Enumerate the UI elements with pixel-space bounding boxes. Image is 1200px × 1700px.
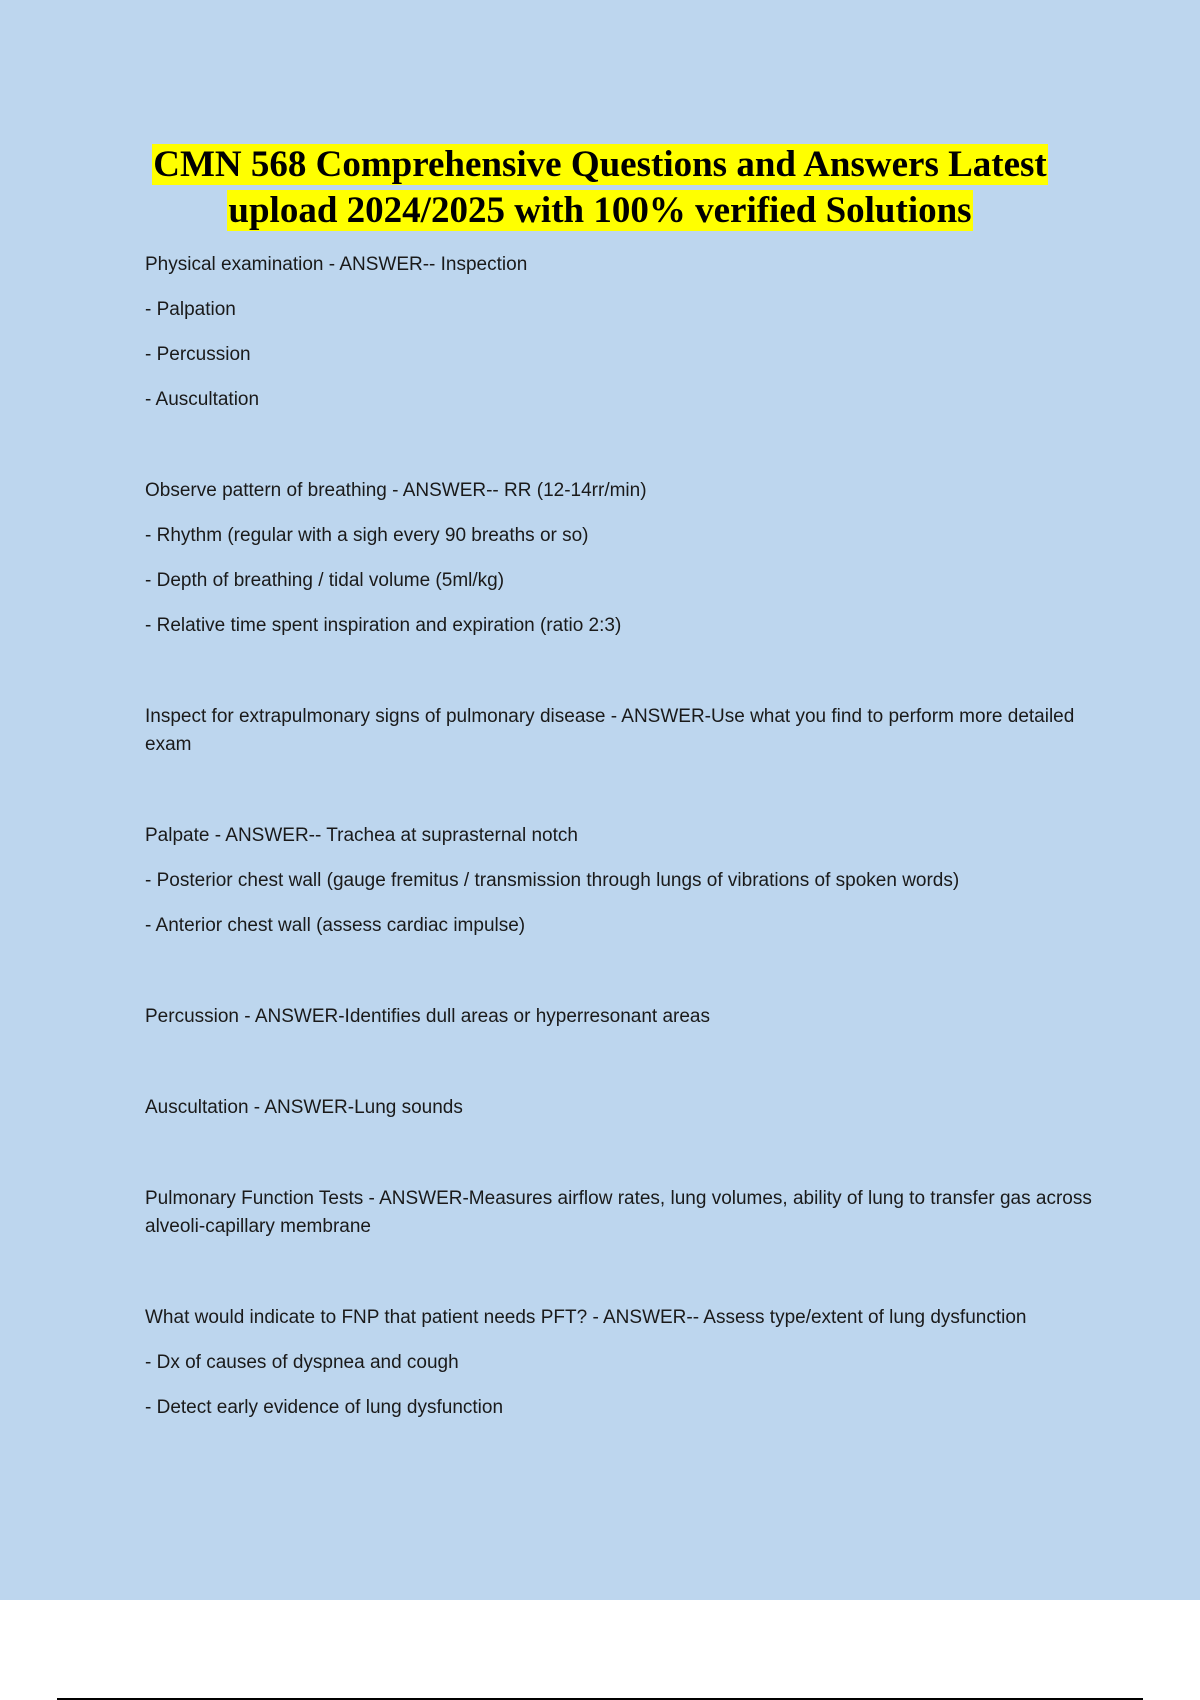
qa-question-line: Pulmonary Function Tests - ANSWER-Measures airflow rates, lung volumes, ability of lung to transfer gas across alveoli-capillary membrane — [145, 1188, 1092, 1237]
qa-question-line: What would indicate to FNP that patient needs PFT? - ANSWER-- Assess type/extent of lung dysfunction — [145, 1307, 1027, 1328]
title-highlight-1: CMN 568 Comprehensive Questions and Answers Latest — [153, 144, 1047, 185]
spacer — [145, 776, 1100, 822]
qa-answer-line: - Anterior chest wall (assess cardiac impulse) — [145, 915, 526, 936]
title-line-2 — [0, 188, 1200, 234]
qa-question-line: Palpate - ANSWER-- Trachea at suprasternal notch — [145, 825, 578, 846]
spacer — [145, 1258, 1100, 1304]
title-line-1 — [0, 142, 1200, 188]
qa-item — [145, 251, 1100, 414]
qa-answer-line: - Detect early evidence of lung dysfunction — [145, 1397, 504, 1418]
qa-question-line: Observe pattern of breathing - ANSWER-- RR (12-14rr/min) — [145, 480, 647, 501]
spacer — [145, 1139, 1100, 1185]
qa-question-line: Auscultation - ANSWER-Lung sounds — [145, 1097, 463, 1118]
qa-item — [145, 1094, 1100, 1122]
qa-answer-line: - Auscultation — [145, 389, 260, 410]
qa-item — [145, 1185, 1100, 1241]
qa-item — [145, 1003, 1100, 1031]
spacer — [145, 657, 1100, 703]
qa-item — [145, 822, 1100, 940]
qa-answer-line: - Posterior chest wall (gauge fremitus / transmission through lungs of vibrations of spoken words) — [145, 870, 960, 891]
qa-item — [145, 1304, 1100, 1422]
spacer — [145, 1048, 1100, 1094]
qa-question-line: Physical examination - ANSWER-- Inspection — [145, 254, 528, 275]
qa-answer-line: - Dx of causes of dyspnea and cough — [145, 1352, 459, 1373]
qa-item — [145, 703, 1100, 759]
qa-answer-line: - Palpation — [145, 299, 236, 320]
qa-answer-line: - Depth of breathing / tidal volume (5ml/kg) — [145, 570, 505, 591]
title-highlight-2: upload 2024/2025 with 100% verified Solutions — [228, 190, 972, 231]
document-title — [0, 142, 1200, 234]
spacer — [145, 957, 1100, 1003]
qa-item — [145, 477, 1100, 640]
qa-question-line: Inspect for extrapulmonary signs of pulmonary disease - ANSWER-Use what you find to perform more detailed exam — [145, 706, 1075, 755]
spacer — [145, 431, 1100, 477]
qa-answer-line: - Percussion — [145, 344, 251, 365]
qa-answer-line: - Rhythm (regular with a sigh every 90 breaths or so) — [145, 525, 589, 546]
qa-question-line: Percussion - ANSWER-Identifies dull areas or hyperresonant areas — [145, 1006, 710, 1027]
qa-answer-line: - Relative time spent inspiration and expiration (ratio 2:3) — [145, 615, 622, 636]
qa-content — [145, 251, 1100, 1439]
